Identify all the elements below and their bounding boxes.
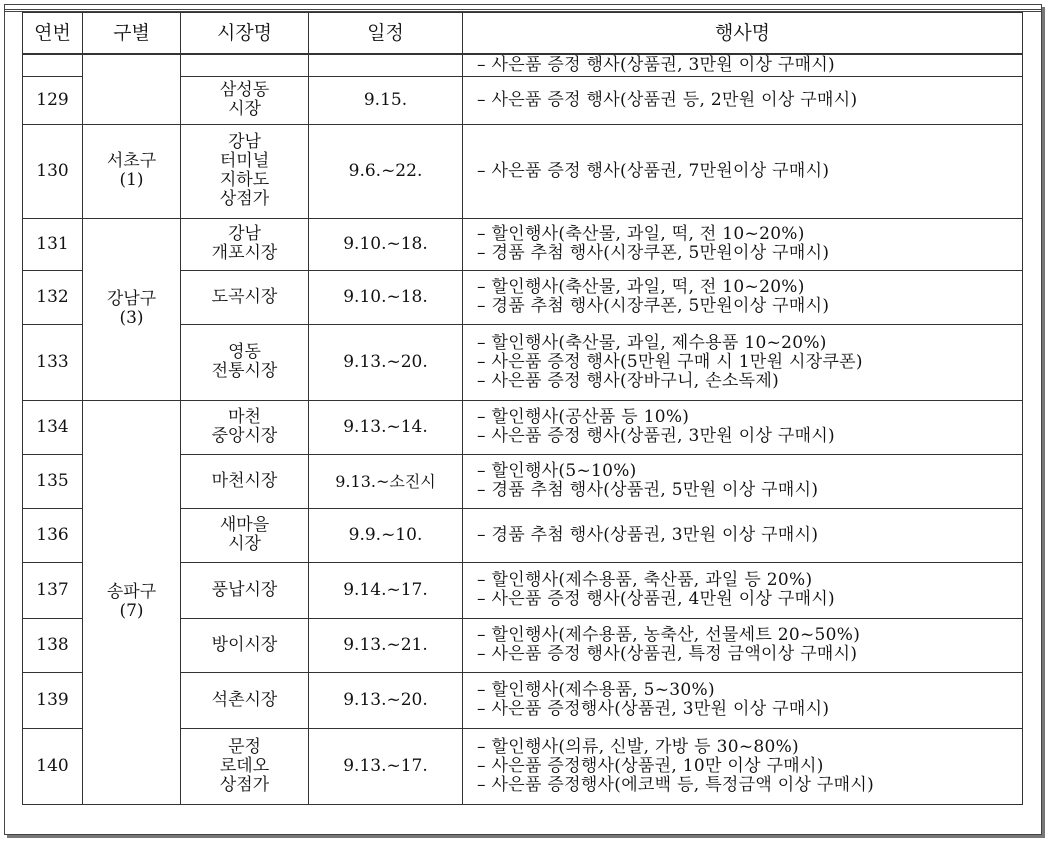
event-line: – 경품 추첨 행사(상품권, 5만원 이상 구매시) [477,480,819,500]
row-no: 133 [23,324,83,400]
row-no [23,54,83,76]
event-line: – 경품 추첨 행사(상품권, 3만원 이상 구매시) [477,524,819,545]
event-line: – 사은품 증정행사(에코백 등, 특정금액 이상 구매시) [477,774,875,795]
event-line: – 할인행사(제수용품, 5~30%) [477,680,715,700]
district-count: (3) [119,308,144,328]
market-name [181,324,309,400]
event-cell [463,672,1023,728]
schedule: 9.13.~17. [309,728,463,804]
row-no: 136 [23,508,83,562]
event-line: – 사은품 증정 행사(5만원 구매 시 1만원 시장쿠폰) [477,351,863,372]
row-no: 137 [23,562,83,618]
header-schedule: 일정 [309,13,463,55]
event-cell [463,618,1023,672]
event-line: – 사은품 증정 행사(상품권, 3만원 이상 구매시) [477,54,835,75]
district-name: 강남구 [106,289,157,309]
schedule: 9.9.~10. [309,508,463,562]
district-name: 서초구 [106,151,157,171]
schedule: 9.14.~17. [309,562,463,618]
event-line: – 할인행사(축산물, 과일, 떡, 전 10~20%) [477,277,805,297]
schedule: 9.6.~22. [309,124,463,218]
market-name-line: 방이시장 [211,634,278,655]
event-line: – 경품 추첨 행사(시장쿠폰, 5만원이상 구매시) [477,296,830,316]
market-name-line: 강남 터미널 지하도 상점가 [219,132,270,209]
event-cell [463,454,1023,508]
event-line: – 사은품 증정 행사(상품권 등, 2만원 이상 구매시) [477,89,858,110]
event-cell [463,76,1023,124]
row-no: 134 [23,400,83,454]
table-row [23,400,1023,454]
market-name [181,562,309,618]
table-row [23,124,1023,218]
market-name-line: 새마을 시장 [219,515,270,554]
event-line: – 사은품 증정 행사(상품권, 4만원 이상 구매시) [477,589,835,609]
schedule: 9.13.~20. [309,672,463,728]
row-no: 140 [23,728,83,804]
district-count: (1) [119,170,144,190]
table-row [23,218,1023,270]
header-row [23,13,1023,55]
row-no: 131 [23,218,83,270]
market-name-line: 영동 전통시장 [211,342,278,381]
schedule: 9.13.~소진시 [309,454,463,508]
schedule: 9.10.~18. [309,218,463,270]
schedule: 9.10.~18. [309,270,463,324]
district-cell [83,218,181,400]
row-no: 138 [23,618,83,672]
market-name [181,400,309,454]
market-name-line: 문정 로데오 상점가 [219,736,270,795]
market-name [181,672,309,728]
event-line: – 사은품 증정 행사(상품권, 3만원 이상 구매시) [477,426,835,446]
event-line: – 할인행사(5~10%) [477,461,637,481]
event-cell [463,728,1023,804]
table-row [23,54,1023,76]
district-cell [83,54,181,124]
district-cell [83,400,181,804]
market-name-line: 풍납시장 [211,579,278,600]
market-name-line: 마천 중앙시장 [211,407,278,446]
event-line: – 할인행사(의류, 신발, 가방 등 30~80%) [477,736,799,757]
row-no: 132 [23,270,83,324]
market-name-line: 강남 개포시장 [211,224,278,263]
market-name-line: 석촌시장 [211,689,278,710]
row-no: 139 [23,672,83,728]
market-name [181,54,309,76]
market-name [181,218,309,270]
market-name-line: 삼성동 시장 [219,80,270,119]
event-cell [463,508,1023,562]
row-no: 129 [23,76,83,124]
market-name [181,124,309,218]
market-event-table [22,12,1023,805]
header-event: 행사명 [463,13,1023,55]
schedule: 9.15. [309,76,463,124]
market-name-line: 마천시장 [211,470,278,491]
district-name: 송파구 [106,582,157,602]
market-name [181,454,309,508]
event-cell [463,270,1023,324]
event-line: – 할인행사(제수용품, 축산품, 과일 등 20%) [477,570,813,590]
district-cell [83,124,181,218]
market-name [181,618,309,672]
row-no: 135 [23,454,83,508]
event-cell [463,124,1023,218]
header-market: 시장명 [181,13,309,55]
event-line: – 사은품 증정행사(상품권, 10만 이상 구매시) [477,755,824,776]
market-name [181,270,309,324]
event-line: – 할인행사(제수용품, 농축산, 선물세트 20~50%) [477,625,861,645]
event-cell [463,218,1023,270]
event-cell [463,54,1023,76]
event-line: – 할인행사(축산물, 과일, 제수용품 10~20%) [477,332,827,353]
event-line: – 할인행사(축산물, 과일, 떡, 전 10~20%) [477,224,805,244]
market-name-line: 도곡시장 [211,286,278,307]
event-line: – 경품 추첨 행사(시장쿠폰, 5만원이상 구매시) [477,243,830,263]
market-name [181,728,309,804]
event-cell [463,324,1023,400]
schedule: 9.13.~20. [309,324,463,400]
row-no: 130 [23,124,83,218]
event-cell [463,400,1023,454]
event-line: – 사은품 증정행사(상품권, 3만원 이상 구매시) [477,699,830,719]
event-line: – 할인행사(공산품 등 10%) [477,407,690,427]
schedule: 9.13.~21. [309,618,463,672]
header-district: 구별 [83,13,181,55]
event-cell [463,562,1023,618]
event-line: – 사은품 증정 행사(장바구니, 손소독제) [477,370,780,391]
schedule: 9.13.~14. [309,400,463,454]
district-count: (7) [119,601,144,621]
market-name [181,508,309,562]
event-line: – 사은품 증정 행사(상품권, 7만원이상 구매시) [477,160,830,181]
header-no: 연번 [23,13,83,55]
event-line: – 사은품 증정 행사(상품권, 특정 금액이상 구매시) [477,644,858,664]
market-name [181,76,309,124]
schedule [309,54,463,76]
